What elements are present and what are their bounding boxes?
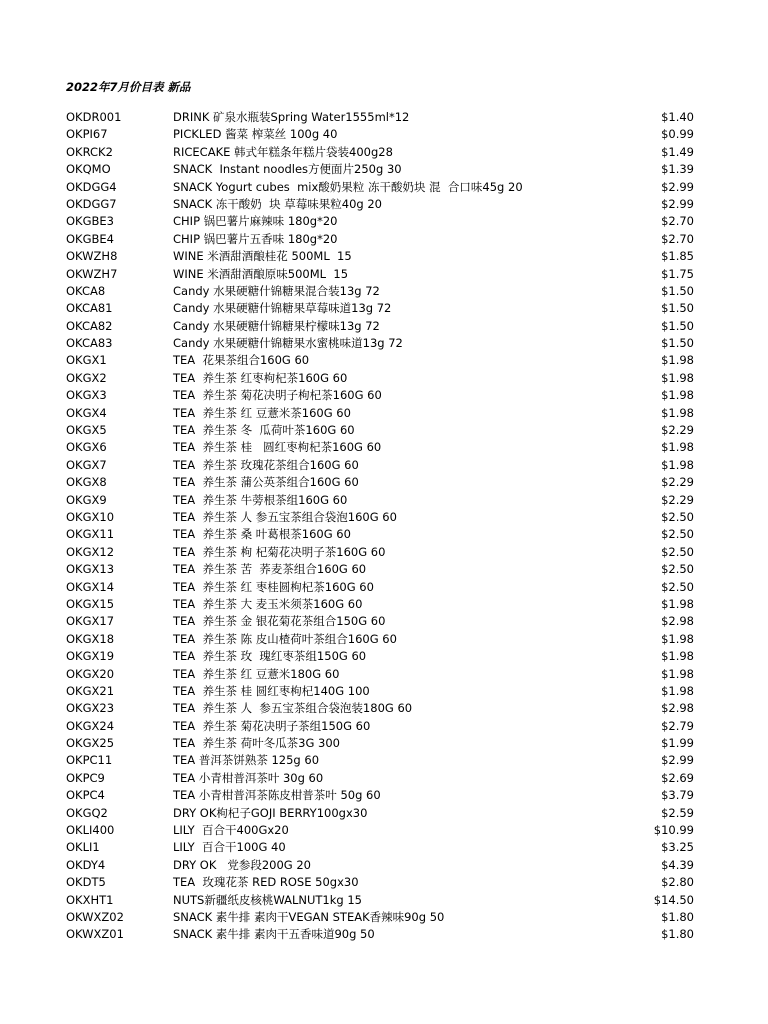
item-code: OKDGG4	[66, 179, 117, 194]
table-row	[0, 231, 768, 248]
item-price: $3.25	[661, 840, 694, 855]
item-price: $2.50	[661, 509, 694, 524]
item-code: OKGX7	[66, 457, 107, 472]
item-code: OKPC9	[66, 770, 105, 785]
table-row	[0, 526, 768, 543]
item-code: OKGX10	[66, 509, 115, 524]
item-code: OKGX11	[66, 527, 115, 542]
table-row	[0, 666, 768, 683]
item-price: $1.98	[661, 440, 694, 455]
item-description: Candy 水果硬糖什锦糖果水蜜桃味道13g 72	[173, 336, 403, 351]
table-row	[0, 213, 768, 230]
item-price: $2.50	[661, 544, 694, 559]
item-price: $1.98	[661, 353, 694, 368]
item-price: $2.99	[661, 179, 694, 194]
item-price: $1.98	[661, 388, 694, 403]
item-price: $2.99	[661, 753, 694, 768]
item-code: OKGX21	[66, 683, 115, 698]
item-price: $2.50	[661, 562, 694, 577]
item-price: $1.49	[661, 144, 694, 159]
item-price: $2.69	[661, 770, 694, 785]
item-description: TEA 小青柑普洱茶陈皮柑普茶叶 50g 60	[173, 788, 381, 803]
item-description: TEA 养生茶 红 豆薏米茶160G 60	[173, 405, 351, 420]
item-description: NUTS新疆纸皮核桃WALNUT1kg 15	[173, 892, 362, 907]
item-price: $2.29	[661, 423, 694, 438]
table-row	[0, 109, 768, 126]
item-code: OKQMO	[66, 162, 111, 177]
table-row	[0, 631, 768, 648]
item-price: $2.79	[661, 718, 694, 733]
item-description: LILY 百合干400Gx20	[173, 823, 289, 838]
item-description: TEA 养生茶 金 银花菊花茶组合150G 60	[173, 614, 386, 629]
item-code: OKGQ2	[66, 805, 108, 820]
item-description: TEA 养生茶 桑 叶葛根茶160G 60	[173, 527, 351, 542]
item-code: OKGX18	[66, 631, 115, 646]
item-price: $1.98	[661, 666, 694, 681]
item-code: OKPC11	[66, 753, 113, 768]
table-row	[0, 335, 768, 352]
item-code: OKGX12	[66, 544, 115, 559]
item-price: $1.98	[661, 457, 694, 472]
item-price: $14.50	[653, 892, 694, 907]
item-description: TEA 养生茶 荷叶冬瓜茶3G 300	[173, 736, 340, 751]
item-code: OKGX2	[66, 370, 107, 385]
table-row	[0, 474, 768, 491]
item-code: OKGX1	[66, 353, 107, 368]
table-row	[0, 283, 768, 300]
item-price: $1.50	[661, 283, 694, 298]
item-description: TEA 养生茶 红 豆薏米180G 60	[173, 666, 340, 681]
item-description: TEA 养生茶 人 参五宝茶组合袋泡装180G 60	[173, 701, 413, 716]
item-price: $2.29	[661, 492, 694, 507]
item-price: $1.40	[661, 110, 694, 124]
document-title: 2022年7月价目表 新品	[66, 80, 191, 94]
item-code: OKGX9	[66, 492, 107, 507]
item-description: LILY 百合干100G 40	[173, 840, 286, 855]
table-row	[0, 457, 768, 474]
item-description: SNACK 冻干酸奶 块 草莓味果粒40g 20	[173, 196, 382, 211]
item-price: $2.50	[661, 579, 694, 594]
item-code: OKGX3	[66, 388, 107, 403]
table-row	[0, 126, 768, 143]
table-row	[0, 648, 768, 665]
table-row	[0, 857, 768, 874]
table-row	[0, 805, 768, 822]
table-row	[0, 613, 768, 630]
item-code: OKWZH8	[66, 249, 118, 264]
item-code: OKGX13	[66, 562, 115, 577]
item-description: TEA 养生茶 玫瑰花茶组合160G 60	[173, 457, 359, 472]
item-description: SNACK Instant noodles方便面片250g 30	[173, 162, 402, 177]
item-code: OKDT5	[66, 875, 106, 890]
item-code: OKGX4	[66, 405, 107, 420]
item-description: TEA 养生茶 菊花决明子枸杞茶160G 60	[173, 388, 382, 403]
item-description: TEA 养生茶 牛蒡根茶组160G 60	[173, 492, 348, 507]
item-price: $2.70	[661, 214, 694, 229]
item-description: Candy 水果硬糖什锦糖果草莓味道13g 72	[173, 301, 392, 316]
item-description: Candy 水果硬糖什锦糖果混合装13g 72	[173, 283, 380, 298]
item-price: $2.98	[661, 614, 694, 629]
table-row	[0, 266, 768, 283]
item-price: $3.79	[661, 788, 694, 803]
table-row	[0, 596, 768, 613]
item-description: PICKLED 酱菜 榨菜丝 100g 40	[173, 127, 338, 142]
item-code: OKWXZ01	[66, 927, 124, 942]
table-row	[0, 700, 768, 717]
item-description: TEA 养生茶 大 麦玉米须茶160G 60	[173, 596, 363, 611]
price-list-table	[0, 109, 768, 944]
item-code: OKRCK2	[66, 144, 113, 159]
table-row	[0, 544, 768, 561]
table-row	[0, 387, 768, 404]
table-row	[0, 509, 768, 526]
item-price: $2.29	[661, 475, 694, 490]
item-code: OKDR001	[66, 110, 122, 124]
item-price: $1.85	[661, 249, 694, 264]
item-description: TEA 养生茶 人 参五宝茶组合袋泡160G 60	[173, 509, 397, 524]
table-row	[0, 909, 768, 926]
item-description: TEA 花果茶组合160G 60	[173, 353, 310, 368]
item-description: TEA 养生茶 枸 杞菊花决明子茶160G 60	[173, 544, 386, 559]
table-row	[0, 579, 768, 596]
item-description: Candy 水果硬糖什锦糖果柠檬味13g 72	[173, 318, 380, 333]
table-row	[0, 370, 768, 387]
item-description: TEA 养生茶 冬 瓜荷叶茶160G 60	[173, 423, 355, 438]
item-price: $1.80	[661, 927, 694, 942]
item-price: $1.98	[661, 596, 694, 611]
item-code: OKGX14	[66, 579, 115, 594]
item-price: $1.39	[661, 162, 694, 177]
item-price: $1.80	[661, 909, 694, 924]
item-price: $1.98	[661, 649, 694, 664]
item-description: TEA 养生茶 蒲公英茶组合160G 60	[173, 475, 359, 490]
item-description: TEA 养生茶 红 枣桂圆枸杞茶160G 60	[173, 579, 374, 594]
table-row	[0, 248, 768, 265]
table-row	[0, 822, 768, 839]
table-row	[0, 561, 768, 578]
item-code: OKPC4	[66, 788, 105, 803]
table-row	[0, 196, 768, 213]
item-description: SNACK Yogurt cubes mix酸奶果粒 冻干酸奶块 混 合口味45g 20	[173, 179, 523, 194]
item-code: OKDY4	[66, 857, 106, 872]
item-description: RICECAKE 韩式年糕条年糕片袋装400g28	[173, 144, 393, 159]
item-code: OKGX8	[66, 475, 107, 490]
item-price: $1.98	[661, 683, 694, 698]
table-row	[0, 492, 768, 509]
item-price: $10.99	[653, 823, 694, 838]
item-price: $1.75	[661, 266, 694, 281]
table-row	[0, 683, 768, 700]
item-description: TEA 养生茶 陈 皮山楂荷叶茶组合160G 60	[173, 631, 397, 646]
table-row	[0, 161, 768, 178]
item-price: $2.80	[661, 875, 694, 890]
item-price: $0.99	[661, 127, 694, 142]
item-code: OKLI400	[66, 823, 115, 838]
item-code: OKCA81	[66, 301, 113, 316]
table-row	[0, 300, 768, 317]
item-price: $1.50	[661, 318, 694, 333]
item-price: $1.98	[661, 405, 694, 420]
item-description: TEA 普洱茶饼熟茶 125g 60	[173, 753, 320, 768]
item-code: OKGX5	[66, 423, 107, 438]
item-description: CHIP 锅巴薯片五香味 180g*20	[173, 231, 338, 246]
item-code: OKWXZ02	[66, 909, 124, 924]
item-price: $2.99	[661, 196, 694, 211]
table-row	[0, 179, 768, 196]
item-code: OKGX6	[66, 440, 107, 455]
item-code: OKGX17	[66, 614, 115, 629]
item-price: $2.50	[661, 527, 694, 542]
table-row	[0, 787, 768, 804]
item-description: CHIP 锅巴薯片麻辣味 180g*20	[173, 214, 338, 229]
item-description: TEA 养生茶 红枣枸杞茶160G 60	[173, 370, 348, 385]
table-row	[0, 892, 768, 909]
item-description: SNACK 素牛排 素肉干VEGAN STEAK香辣味90g 50	[173, 909, 445, 924]
table-row	[0, 352, 768, 369]
item-code: OKGX23	[66, 701, 115, 716]
table-row	[0, 318, 768, 335]
table-row	[0, 439, 768, 456]
item-description: WINE 米酒甜酒酿原味500ML 15	[173, 266, 349, 281]
item-code: OKCA83	[66, 336, 113, 351]
item-description: TEA 养生茶 桂 圆红枣枸杞140G 100	[173, 683, 370, 698]
table-row	[0, 752, 768, 769]
item-description: WINE 米酒甜酒酿桂花 500ML 15	[173, 249, 352, 264]
item-code: OKXHT1	[66, 892, 114, 907]
item-description: TEA 小青柑普洱茶叶 30g 60	[173, 770, 324, 785]
item-description: TEA 养生茶 玫 瑰红枣茶组150G 60	[173, 649, 367, 664]
item-price: $1.98	[661, 370, 694, 385]
item-code: OKCA8	[66, 283, 106, 298]
table-row	[0, 144, 768, 161]
item-code: OKGX19	[66, 649, 115, 664]
item-price: $1.50	[661, 301, 694, 316]
item-description: SNACK 素牛排 素肉干五香味道90g 50	[173, 927, 375, 942]
item-price: $2.59	[661, 805, 694, 820]
item-code: OKGX24	[66, 718, 115, 733]
item-description: DRY OK枸杞子GOJI BERRY100gx30	[173, 805, 368, 820]
item-code: OKGX25	[66, 736, 115, 751]
table-row	[0, 422, 768, 439]
item-code: OKLI1	[66, 840, 100, 855]
item-description: TEA 养生茶 苦 荞麦茶组合160G 60	[173, 562, 367, 577]
item-description: TEA 玫瑰花茶 RED ROSE 50gx30	[173, 875, 359, 890]
table-row	[0, 874, 768, 891]
table-row	[0, 735, 768, 752]
item-description: DRY OK 党参段200G 20	[173, 857, 311, 872]
table-row	[0, 926, 768, 943]
item-price: $1.98	[661, 631, 694, 646]
table-row	[0, 839, 768, 856]
item-price: $1.50	[661, 336, 694, 351]
item-code: OKGBE3	[66, 214, 114, 229]
item-description: DRINK 矿泉水瓶装Spring Water1555ml*12	[173, 110, 410, 124]
item-price: $2.70	[661, 231, 694, 246]
table-row	[0, 770, 768, 787]
item-code: OKWZH7	[66, 266, 118, 281]
item-price: $4.39	[661, 857, 694, 872]
item-code: OKGX20	[66, 666, 115, 681]
item-price: $2.98	[661, 701, 694, 716]
item-price: $1.99	[661, 736, 694, 751]
item-description: TEA 养生茶 桂 圆红枣枸杞茶160G 60	[173, 440, 382, 455]
table-row	[0, 405, 768, 422]
item-code: OKGBE4	[66, 231, 114, 246]
item-code: OKPI67	[66, 127, 108, 142]
item-description: TEA 养生茶 菊花决明子茶组150G 60	[173, 718, 371, 733]
item-code: OKGX15	[66, 596, 115, 611]
table-row	[0, 718, 768, 735]
item-code: OKCA82	[66, 318, 113, 333]
item-code: OKDGG7	[66, 196, 117, 211]
